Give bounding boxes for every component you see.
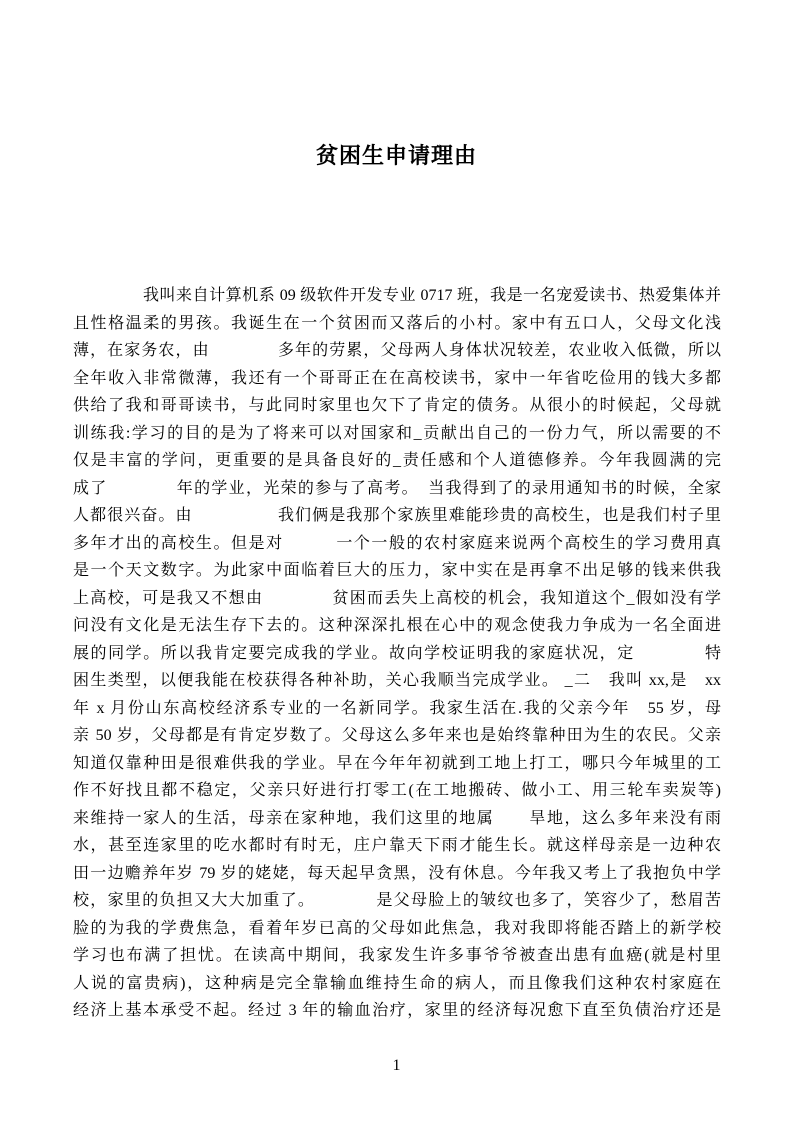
body-text-line: 上高校，可是我又不想由 贫困而丢失上高校的机会，我知道这个_假如没有学 bbox=[73, 589, 721, 607]
body-text-line: 仅是丰富的学问，更重要的是具备良好的_责任感和个人道德修养。今年我圆满的完 bbox=[73, 452, 721, 469]
body-text-line: 脸的为我的学费焦急，看着年岁已高的父母如此焦急，我对我即将能否踏上的新学校 bbox=[73, 919, 721, 937]
body-text-line: 多年才出的高校生。但是对 一个一般的农村家庭来说两个高校生的学习费用真 bbox=[73, 534, 721, 552]
body-text-line: 全年收入非常微薄，我还有一个哥哥正在在高校读书，家中一年省吃俭用的钱大多都 bbox=[73, 369, 721, 387]
body-text-line: 人说的富贵病)，这种病是完全靠输血维持生命的病人，而且像我们这种农村家庭在 bbox=[73, 974, 721, 992]
body-text-line: 成了 年的学业，光荣的参与了高考。 当我得到了的录用通知书的时候，全家 bbox=[73, 479, 721, 497]
body-text-line: 问没有文化是无法生存下去的。这种深深扎根在心中的观念使我力争成为一名全面进 bbox=[73, 617, 721, 634]
document-body bbox=[73, 282, 721, 1025]
body-text-line: 困生类型，以便我能在校获得各种补助，关心我顺当完成学业。 _二 我叫 xx,是 xx bbox=[73, 672, 721, 689]
body-text-line: 作不好找且都不稳定，父亲只好进行打零工(在工地搬砖、做小工、用三轮车卖炭等) bbox=[73, 782, 721, 799]
body-text-line: 校，家里的负担又大大加重了。 是父母脸上的皱纹也多了，笑容少了，愁眉苦 bbox=[73, 892, 721, 909]
page-number: 1 bbox=[392, 1057, 401, 1074]
body-text-line: 展的同学。所以我肯定要完成我的学业。故向学校证明我的家庭状况，定 特 bbox=[73, 644, 721, 662]
body-text-line: 年 x 月份山东高校经济系专业的一名新同学。我家生活在.我的父亲今年 55 岁，母 bbox=[73, 699, 721, 717]
body-text-line: 亲 50 岁，父母都是有肯定岁数了。父母这么多年来也是始终靠种田为生的农民。父亲 bbox=[73, 727, 721, 744]
body-text-line: 是一个天文数字。为此家中面临着巨大的压力，家中实在是再拿不出足够的钱来供我 bbox=[73, 562, 721, 579]
body-text-line: 且性格温柔的男孩。我诞生在一个贫困而又落后的小村。家中有五口人，父母文化浅 bbox=[73, 314, 721, 332]
body-text-line: 经济上基本承受不起。经过 3 年的输血治疗，家里的经济每况愈下直至负债治疗还是 bbox=[73, 1002, 721, 1019]
body-text-line: 供给了我和哥哥读书，与此同时家里也欠下了肯定的债务。从很小的时候起，父母就 bbox=[73, 397, 721, 414]
body-text-line: 知道仅靠种田是很难供我的学业。早在今年年初就到工地上打工，哪只今年城里的工 bbox=[73, 754, 721, 772]
body-text-line: 水，甚至连家里的吃水都时有时无，庄户靠天下雨才能生长。就这样母亲是一边种农 bbox=[73, 837, 721, 854]
body-text-line: 薄，在家务农，由 多年的劳累，父母两人身体状况较差，农业收入低微，所以 bbox=[73, 342, 721, 359]
body-text-line: 学习也布满了担忧。在读高中期间，我家发生许多事爷爷被查出患有血癌(就是村里 bbox=[73, 947, 721, 964]
body-text-line: 来维持一家人的生活，母亲在家种地，我们这里的地属 旱地，这么多年来没有雨 bbox=[73, 809, 721, 827]
body-text-line: 人都很兴奋。由 我们俩是我那个家族里难能珍贵的高校生，也是我们村子里 bbox=[73, 507, 721, 524]
body-text-line: 田一边赡养年岁 79 岁的姥姥，每天起早贪黑，没有休息。今年我又考上了我抱负中学 bbox=[73, 864, 721, 882]
document-title: 贫困生申请理由 bbox=[315, 143, 477, 168]
body-text-line: 我叫来自计算机系 09 级软件开发专业 0717 班，我是一名宠爱读书、热爱集体并 bbox=[143, 287, 721, 304]
body-text-line: 训练我:学习的目的是为了将来可以对国家和_贡献出自己的一份力气，所以需要的不 bbox=[73, 424, 721, 442]
